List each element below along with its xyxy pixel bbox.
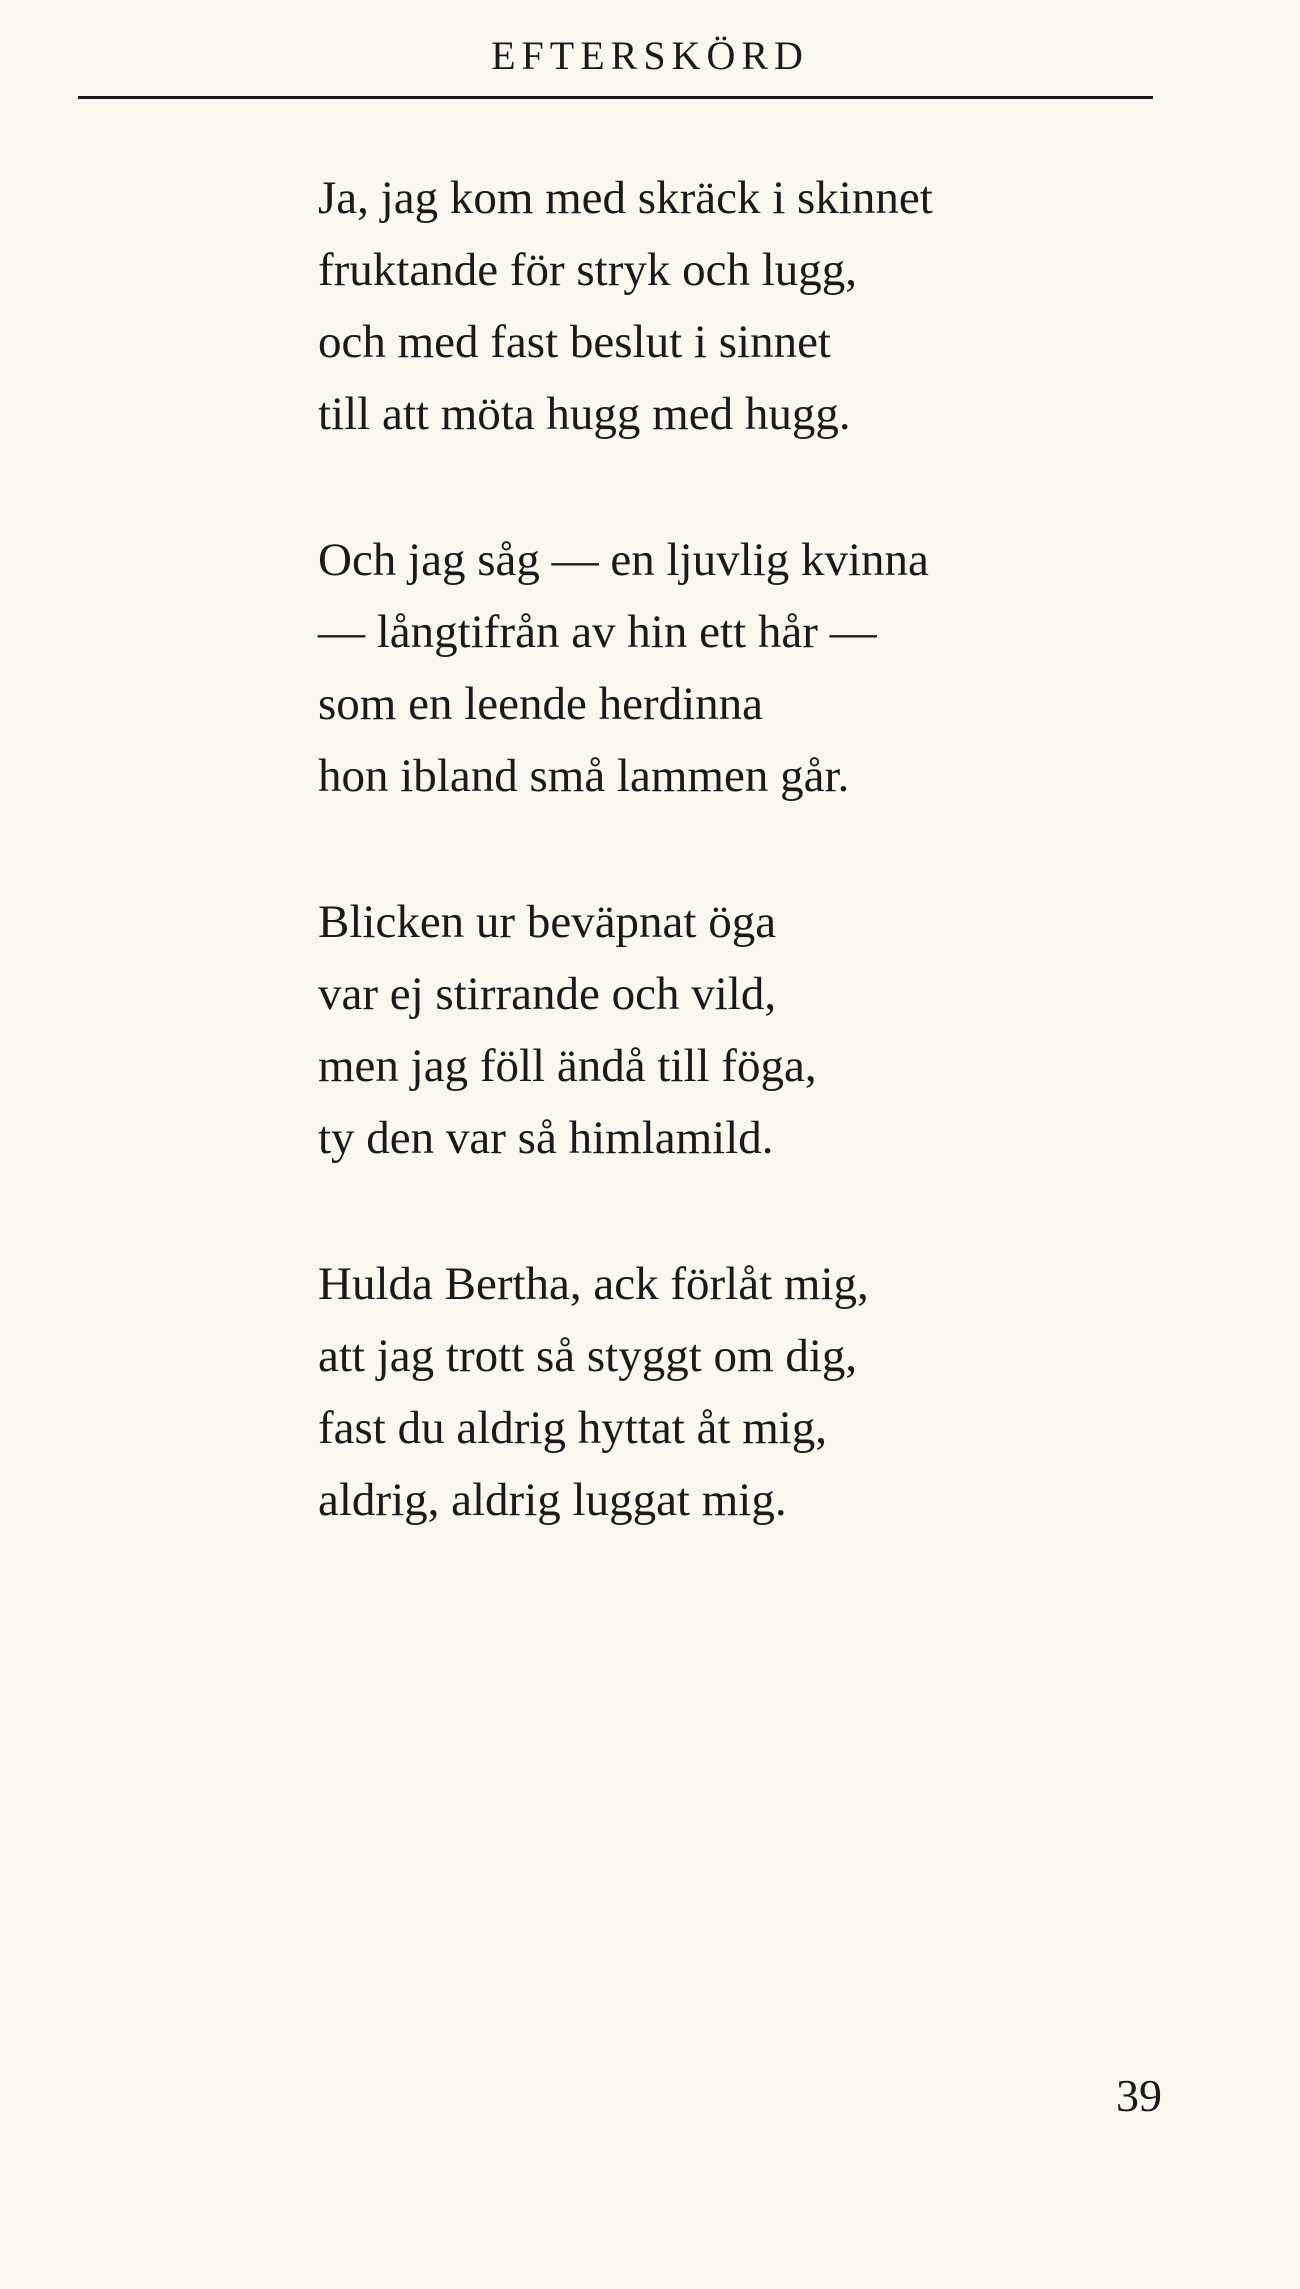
verse-line: aldrig, aldrig luggat mig. [318,1474,787,1526]
verse-line: ty den var så himlamild. [318,1112,774,1164]
stanza-2 [318,524,1218,812]
stanza-1 [318,162,1218,450]
header-rule [78,96,1153,99]
verse-line: Hulda Bertha, ack förlåt mig, [318,1258,869,1310]
verse-line: fruktande för stryk och lugg, [318,244,858,296]
poem [318,162,1218,1610]
running-head: EFTERSKÖRD [491,33,809,78]
verse-line: att jag trott så styggt om dig, [318,1330,858,1382]
page-number: 39 [1116,2070,1162,2121]
verse-line: fast du aldrig hyttat åt mig, [318,1402,828,1454]
stanza-4 [318,1248,1218,1536]
stanza-3 [318,886,1218,1174]
verse-line: och med fast beslut i sinnet [318,316,831,368]
verse-line: men jag föll ändå till föga, [318,1040,817,1092]
verse-line: till att möta hugg med hugg. [318,388,851,440]
verse-line: Och jag såg — en ljuvlig kvinna [318,534,929,586]
verse-line: var ej stirrande och vild, [318,968,777,1020]
verse-line: — långtifrån av hin ett hår — [318,606,877,658]
verse-line: Blicken ur beväpnat öga [318,896,777,948]
verse-line: som en leende herdinna [318,678,764,730]
verse-line: hon ibland små lammen går. [318,750,850,802]
verse-line: Ja, jag kom med skräck i skinnet [318,172,933,224]
